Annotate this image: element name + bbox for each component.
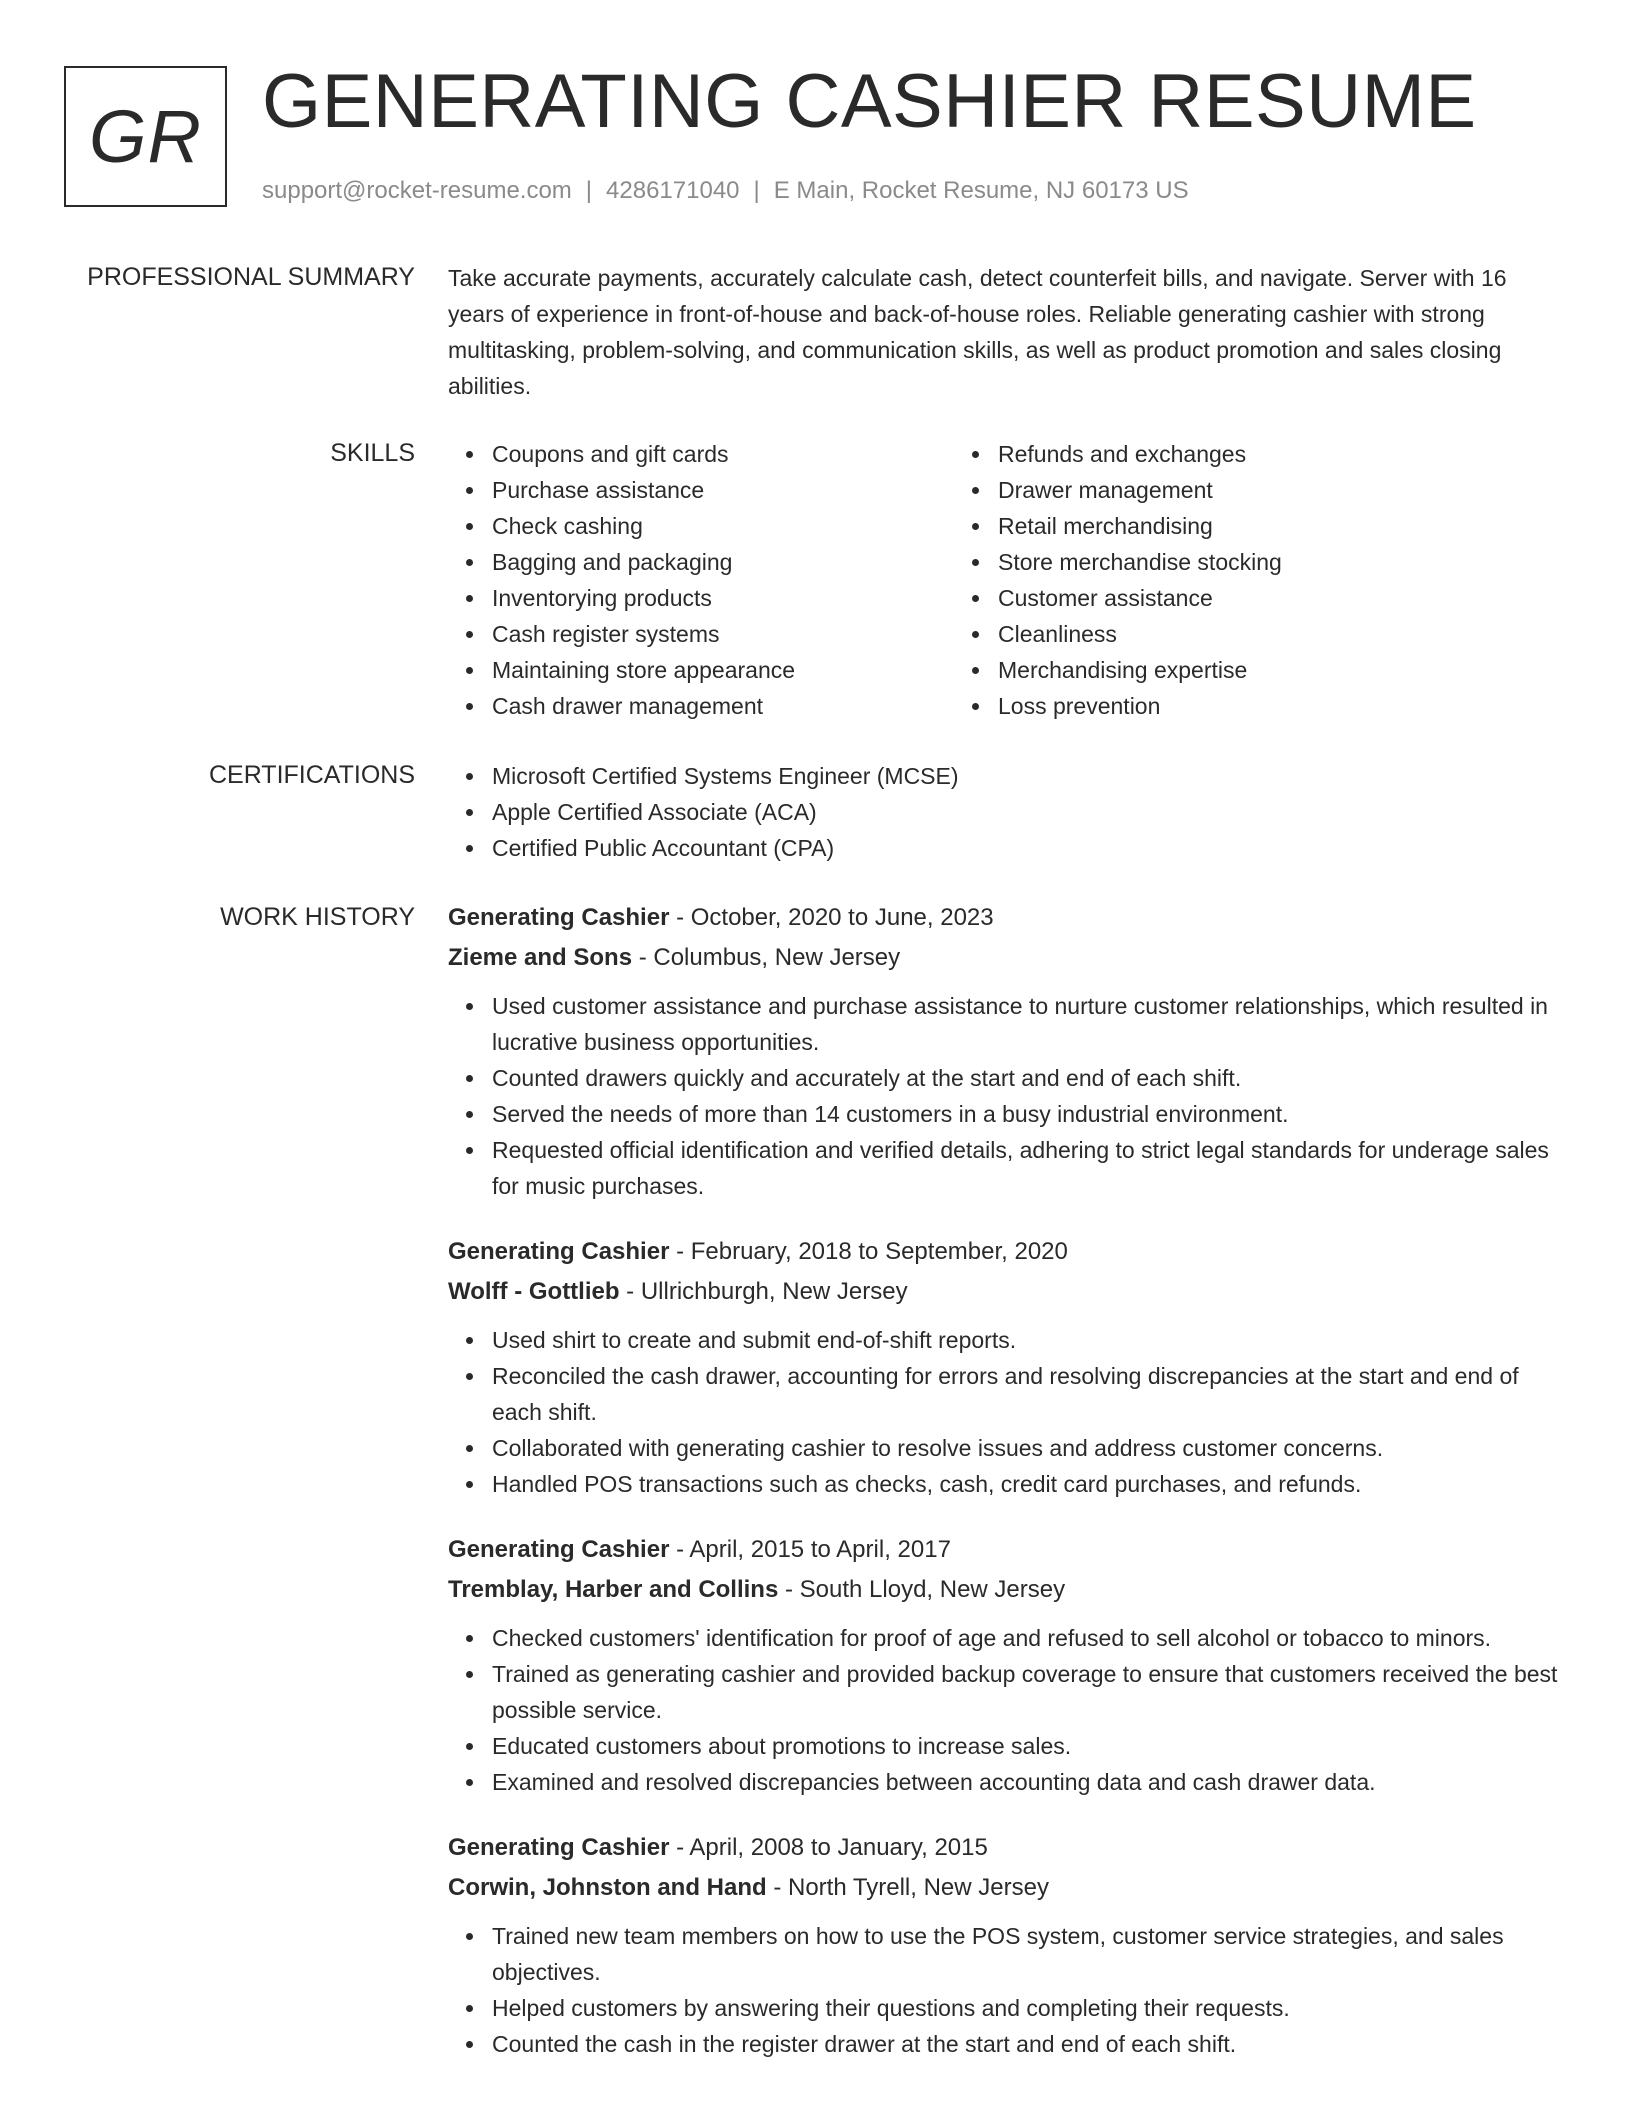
job-title-line xyxy=(448,1530,1558,1570)
summary-body xyxy=(448,260,1558,404)
certification-item: Apple Certified Associate (ACA) xyxy=(492,794,1558,830)
skill-item: Store merchandise stocking xyxy=(998,544,1460,580)
job-bullets xyxy=(448,1918,1558,2062)
job-bullet: Checked customers' identification for proof of age and refused to sell alcohol or tobacco to minors. xyxy=(492,1620,1558,1656)
contact-separator: | xyxy=(753,177,760,204)
monogram-initials: GR xyxy=(89,95,202,178)
job-entry xyxy=(448,1232,1558,1502)
skill-item: Cash register systems xyxy=(492,616,954,652)
job-company-line xyxy=(448,1868,1558,1908)
job-company: Zieme and Sons xyxy=(448,944,633,971)
job-bullet: Collaborated with generating cashier to resolve issues and address customer concerns. xyxy=(492,1430,1558,1466)
skills-list-right xyxy=(954,436,1460,724)
job-company: Corwin, Johnston and Hand xyxy=(448,1874,767,1901)
contact-phone[interactable]: 4286171040 xyxy=(606,177,740,204)
job-bullets xyxy=(448,1620,1558,1800)
job-company: Wolff - Gottlieb xyxy=(448,1278,620,1305)
skill-item: Customer assistance xyxy=(998,580,1460,616)
skills-heading: SKILLS xyxy=(330,439,415,467)
skill-item: Cleanliness xyxy=(998,616,1460,652)
certification-item: Microsoft Certified Systems Engineer (MCSE) xyxy=(492,758,1558,794)
skill-item: Check cashing xyxy=(492,508,954,544)
skill-item: Inventorying products xyxy=(492,580,954,616)
job-title: Generating Cashier xyxy=(448,904,670,931)
job-bullet: Educated customers about promotions to increase sales. xyxy=(492,1728,1558,1764)
job-bullet: Counted the cash in the register drawer at the start and end of each shift. xyxy=(492,2026,1558,2062)
job-location: - South Lloyd, New Jersey xyxy=(778,1576,1066,1603)
job-bullet: Counted drawers quickly and accurately at the start and end of each shift. xyxy=(492,1060,1558,1096)
certifications-heading: CERTIFICATIONS xyxy=(208,761,415,789)
job-bullet: Handled POS transactions such as checks, cash, credit card purchases, and refunds. xyxy=(492,1466,1558,1502)
job-bullet: Helped customers by answering their questions and completing their requests. xyxy=(492,1990,1558,2026)
job-company-line xyxy=(448,1272,1558,1312)
skill-item: Purchase assistance xyxy=(492,472,954,508)
contact-separator: | xyxy=(585,177,593,204)
certifications-list xyxy=(448,758,1558,866)
monogram-badge xyxy=(64,66,227,207)
job-bullet: Trained new team members on how to use the POS system, customer service strategies, and sales objectives. xyxy=(492,1918,1558,1990)
job-title: Generating Cashier xyxy=(448,1238,670,1265)
summary-text: Take accurate payments, accurately calculate cash, detect counterfeit bills, and navigate. Server with 16 years of experience in front-of-house and back-of-house roles. Reliable generating cashier with strong multitasking, problem-solving, and communication skills, as well as product promotion and sales closing abilities. xyxy=(448,265,1507,399)
contact-address: E Main, Rocket Resume, NJ 60173 US xyxy=(773,177,1189,204)
job-title-line xyxy=(448,1828,1558,1868)
job-company-line xyxy=(448,1570,1558,1610)
contact-email[interactable]: support@rocket-resume.com xyxy=(262,177,572,204)
job-title: Generating Cashier xyxy=(448,1834,670,1861)
contact-line xyxy=(262,176,1189,206)
job-location: - Columbus, New Jersey xyxy=(632,944,901,971)
certification-item: Certified Public Accountant (CPA) xyxy=(492,830,1558,866)
job-dates: - April, 2008 to January, 2015 xyxy=(669,1834,988,1861)
job-title: Generating Cashier xyxy=(448,1536,670,1563)
skill-item: Bagging and packaging xyxy=(492,544,954,580)
skills-list-left xyxy=(448,436,954,724)
job-entry xyxy=(448,898,1558,1204)
job-bullet: Requested official identification and verified details, adhering to strict legal standards for underage sales for music purchases. xyxy=(492,1132,1558,1204)
summary-heading: PROFESSIONAL SUMMARY xyxy=(87,263,415,291)
job-location: - North Tyrell, New Jersey xyxy=(766,1874,1049,1901)
job-dates: - October, 2020 to June, 2023 xyxy=(669,904,994,931)
job-entry xyxy=(448,1530,1558,1800)
certifications-body xyxy=(448,758,1558,866)
resume-title: GENERATING CASHIER RESUME xyxy=(262,59,1477,144)
skill-item: Loss prevention xyxy=(998,688,1460,724)
work-history-body xyxy=(448,898,1558,2090)
job-title-line xyxy=(448,898,1558,938)
job-bullets xyxy=(448,1322,1558,1502)
work-history-heading: WORK HISTORY xyxy=(220,903,415,931)
skills-body xyxy=(448,436,1558,724)
job-bullet: Used shirt to create and submit end-of-shift reports. xyxy=(492,1322,1558,1358)
skill-item: Merchandising expertise xyxy=(998,652,1460,688)
skills-columns xyxy=(448,436,1558,724)
job-entry xyxy=(448,1828,1558,2062)
job-bullet: Served the needs of more than 14 customers in a busy industrial environment. xyxy=(492,1096,1558,1132)
job-title-line xyxy=(448,1232,1558,1272)
skill-item: Coupons and gift cards xyxy=(492,436,954,472)
job-bullets xyxy=(448,988,1558,1204)
skill-item: Drawer management xyxy=(998,472,1460,508)
job-bullet: Examined and resolved discrepancies between accounting data and cash drawer data. xyxy=(492,1764,1558,1800)
job-company-line xyxy=(448,938,1558,978)
job-bullet: Reconciled the cash drawer, accounting for errors and resolving discrepancies at the start and end of each shift. xyxy=(492,1358,1558,1430)
job-bullet: Trained as generating cashier and provided backup coverage to ensure that customers received the best possible service. xyxy=(492,1656,1558,1728)
skill-item: Cash drawer management xyxy=(492,688,954,724)
skill-item: Maintaining store appearance xyxy=(492,652,954,688)
job-dates: - February, 2018 to September, 2020 xyxy=(669,1238,1068,1265)
job-dates: - April, 2015 to April, 2017 xyxy=(669,1536,951,1563)
skill-item: Refunds and exchanges xyxy=(998,436,1460,472)
job-company: Tremblay, Harber and Collins xyxy=(448,1576,779,1603)
job-bullet: Used customer assistance and purchase assistance to nurture customer relationships, which resulted in lucrative business opportunities. xyxy=(492,988,1558,1060)
job-location: - Ullrichburgh, New Jersey xyxy=(619,1278,908,1305)
skill-item: Retail merchandising xyxy=(998,508,1460,544)
